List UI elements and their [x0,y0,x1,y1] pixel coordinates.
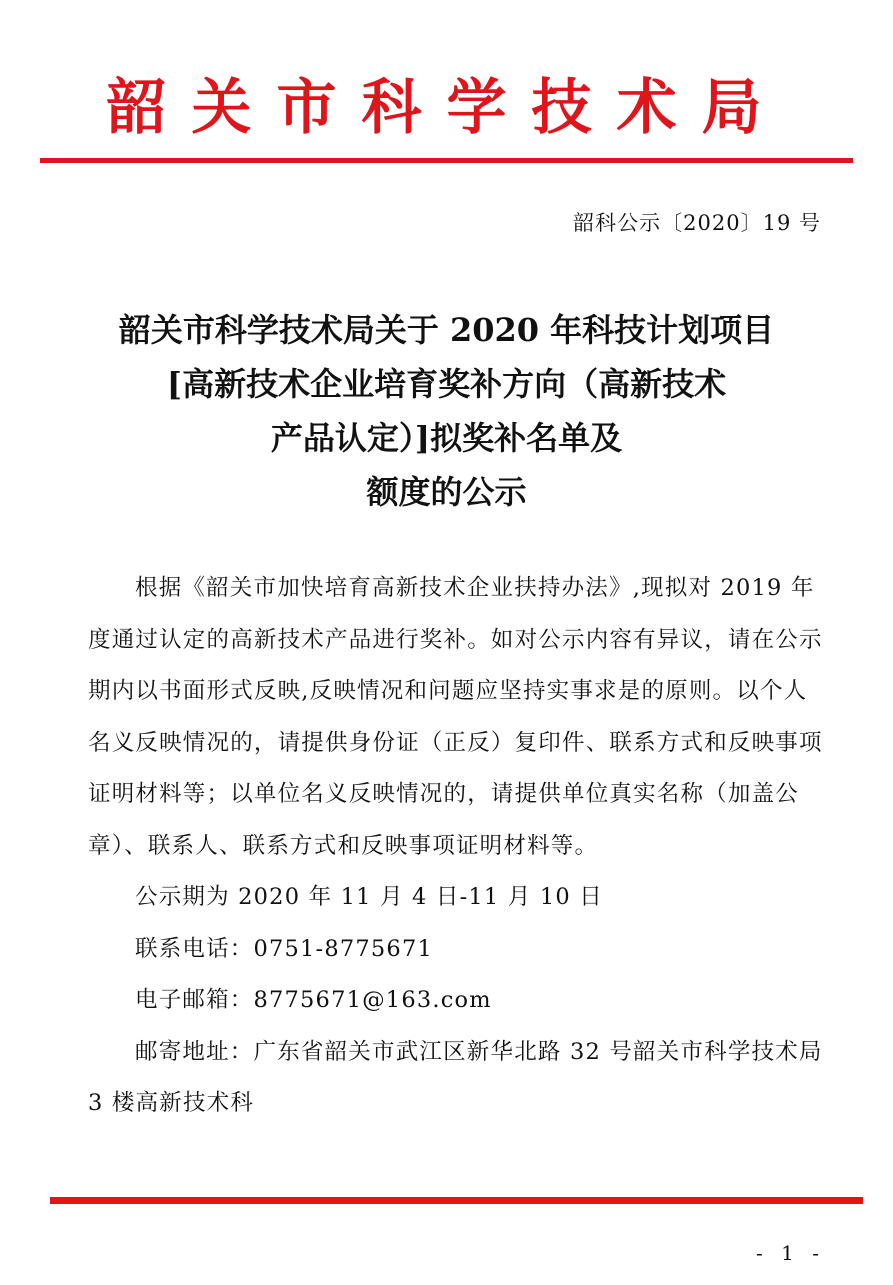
document-number: 韶科公示〔2020〕19 号 [573,211,821,235]
contact-email: 电子邮箱：8775671@163.com [135,987,492,1013]
notice-title [60,303,833,519]
masthead-title: 韶关市科学技术局 [106,73,787,143]
red-divider-top [40,158,853,163]
body-paragraph: 根据《韶关市加快培育高新技术企业扶持办法》,现拟对 2019 年度通过认定的高新技术产品进行奖补。如对公示内容有异议，请在公示期内以书面形式反映,反映情况和问题应坚持实事求是的原则。以个人名义反映情况的，请提供身份证（正反）复印件、联系方式和反映事项证明材料等；以单位名义反映情况的，请提供单位真实名称（加盖公章）、联系人、联系方式和反映事项证明材料等。 [88,575,823,859]
notice-body [88,563,823,1130]
red-divider-bottom [50,1197,863,1204]
mailing-address: 邮寄地址：广东省韶关市武江区新华北路 32 号韶关市科学技术局 3 楼高新技术科 [88,1038,823,1116]
page-number: - 1 - [756,1241,825,1265]
title-line-4: 额度的公示 [366,473,527,511]
title-line-2: [高新技术企业培育奖补方向（高新技术 [166,365,727,403]
contact-phone: 联系电话：0751-8775671 [135,935,433,962]
publicity-period: 公示期为 2020 年 11 月 4 日-11 月 10 日 [135,884,603,910]
title-line-3: 产品认定）]拟奖补名单及 [270,419,623,457]
title-line-1: 韶关市科学技术局关于 2020 年科技计划项目 [118,311,775,349]
